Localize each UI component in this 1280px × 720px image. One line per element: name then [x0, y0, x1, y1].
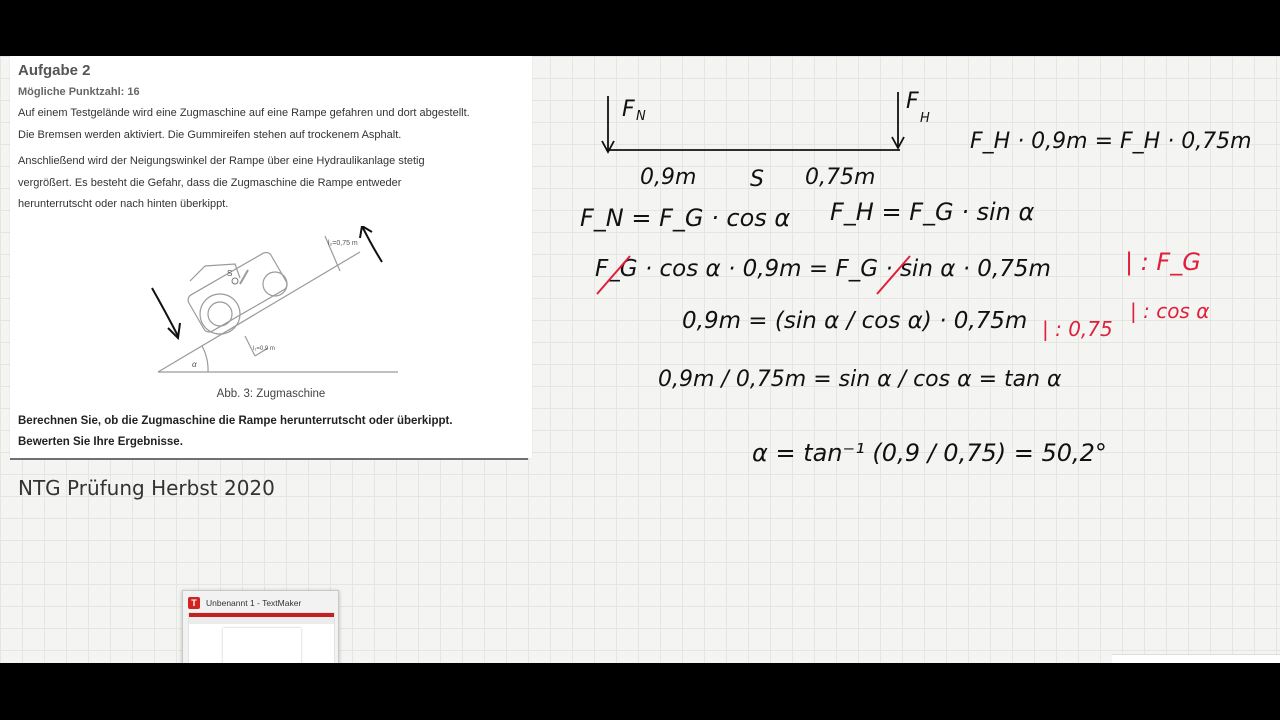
force-diagram — [602, 92, 904, 152]
handwritten-arrow-down-left — [152, 288, 180, 338]
exam-task-card — [10, 56, 532, 458]
equation-line-2a: F_N = F_G · cos α — [580, 204, 791, 232]
equation-line-4-note-2: | : cos α — [1130, 299, 1210, 323]
distance-left: 0,9m — [640, 165, 697, 190]
equation-line-3: F_G · cos α · 0,9m = F_G · sin α · 0,75m — [595, 256, 1051, 282]
task-paragraph-1-line: Die Bremsen werden aktiviert. Die Gummireifen stehen auf trockenem Asphalt. — [18, 128, 402, 141]
task-card-separator — [10, 458, 528, 460]
task-points: Mögliche Punktzahl: 16 — [18, 86, 140, 98]
equation-line-2b: F_H = F_G · sin α — [830, 198, 1035, 226]
center-of-mass-mark — [232, 278, 238, 284]
distance-right: 0,75m — [805, 165, 876, 190]
task-paragraph-2-line: Anschließend wird der Neigungswinkel der Rampe über eine Hydraulikanlage stetig — [18, 155, 425, 167]
handwritten-arrow-up — [360, 226, 382, 262]
force-n-label: F — [622, 97, 635, 122]
thumbnail-window-title: Unbenannt 1 - TextMaker — [206, 598, 302, 608]
force-n-sub: N — [636, 109, 646, 124]
figure-label-s: S — [227, 269, 233, 278]
equation-line-4-note-1: | : 0,75 — [1042, 317, 1113, 341]
task-question — [18, 411, 453, 453]
task-question-line: Bewerten Sie Ihre Ergebnisse. — [18, 436, 183, 448]
rear-wheel — [200, 294, 240, 334]
thumbnail-preview — [188, 612, 335, 663]
front-wheel — [263, 272, 287, 296]
thumbnail-header — [188, 596, 301, 610]
task-paragraph-2-line: vergrößert. Es besteht die Gefahr, dass die Zugmaschine die Rampe entweder — [18, 176, 402, 189]
figure-caption: Abb. 3: Zugmaschine — [216, 388, 326, 400]
task-paragraph-1-line: Auf einem Testgelände wird eine Zugmaschine auf eine Rampe gefahren und dort abgestellt. — [18, 107, 470, 119]
thumbnail-document-page — [223, 628, 301, 663]
figure-label-l2: l₂=0,75 m — [328, 240, 358, 247]
source-caption: NTG Prüfung Herbst 2020 — [18, 476, 275, 500]
tractor-ramp-figure — [150, 226, 420, 386]
equation-line-4: 0,9m = (sin α / cos α) · 0,75m — [682, 308, 1028, 334]
textmaker-app-icon: T — [188, 597, 200, 609]
task-paragraph-2-line: herunterrutscht oder nach hinten überkippt. — [18, 198, 229, 210]
handwritten-solution — [540, 56, 1280, 496]
figure-label-angle: α — [192, 360, 197, 369]
equation-line-3-note: | : F_G — [1125, 248, 1201, 276]
angle-arc — [202, 346, 208, 372]
figure-label-l1: l₁=0,9 m — [253, 346, 275, 352]
center-label: S — [750, 167, 764, 192]
task-question-line: Berechnen Sie, ob die Zugmaschine die Rampe herunterrutscht oder überkippt. — [18, 415, 453, 427]
tractor-cab — [190, 264, 240, 281]
whiteboard-canvas[interactable] — [0, 56, 1280, 663]
equation-line-6: α = tan⁻¹ (0,9 / 0,75) = 50,2° — [752, 439, 1107, 467]
task-title: Aufgabe 2 — [18, 62, 91, 79]
taskbar-window-thumbnail[interactable] — [182, 590, 339, 663]
corner-panel — [1112, 654, 1280, 663]
force-h-label: F — [906, 89, 919, 114]
force-h-sub: H — [920, 111, 930, 126]
task-paragraph-2 — [18, 151, 425, 216]
task-paragraph-1 — [18, 103, 470, 146]
equation-line-1: F_H · 0,9m = F_H · 0,75m — [970, 129, 1252, 154]
equation-line-5: 0,9m / 0,75m = sin α / cos α = tan α — [658, 367, 1062, 392]
